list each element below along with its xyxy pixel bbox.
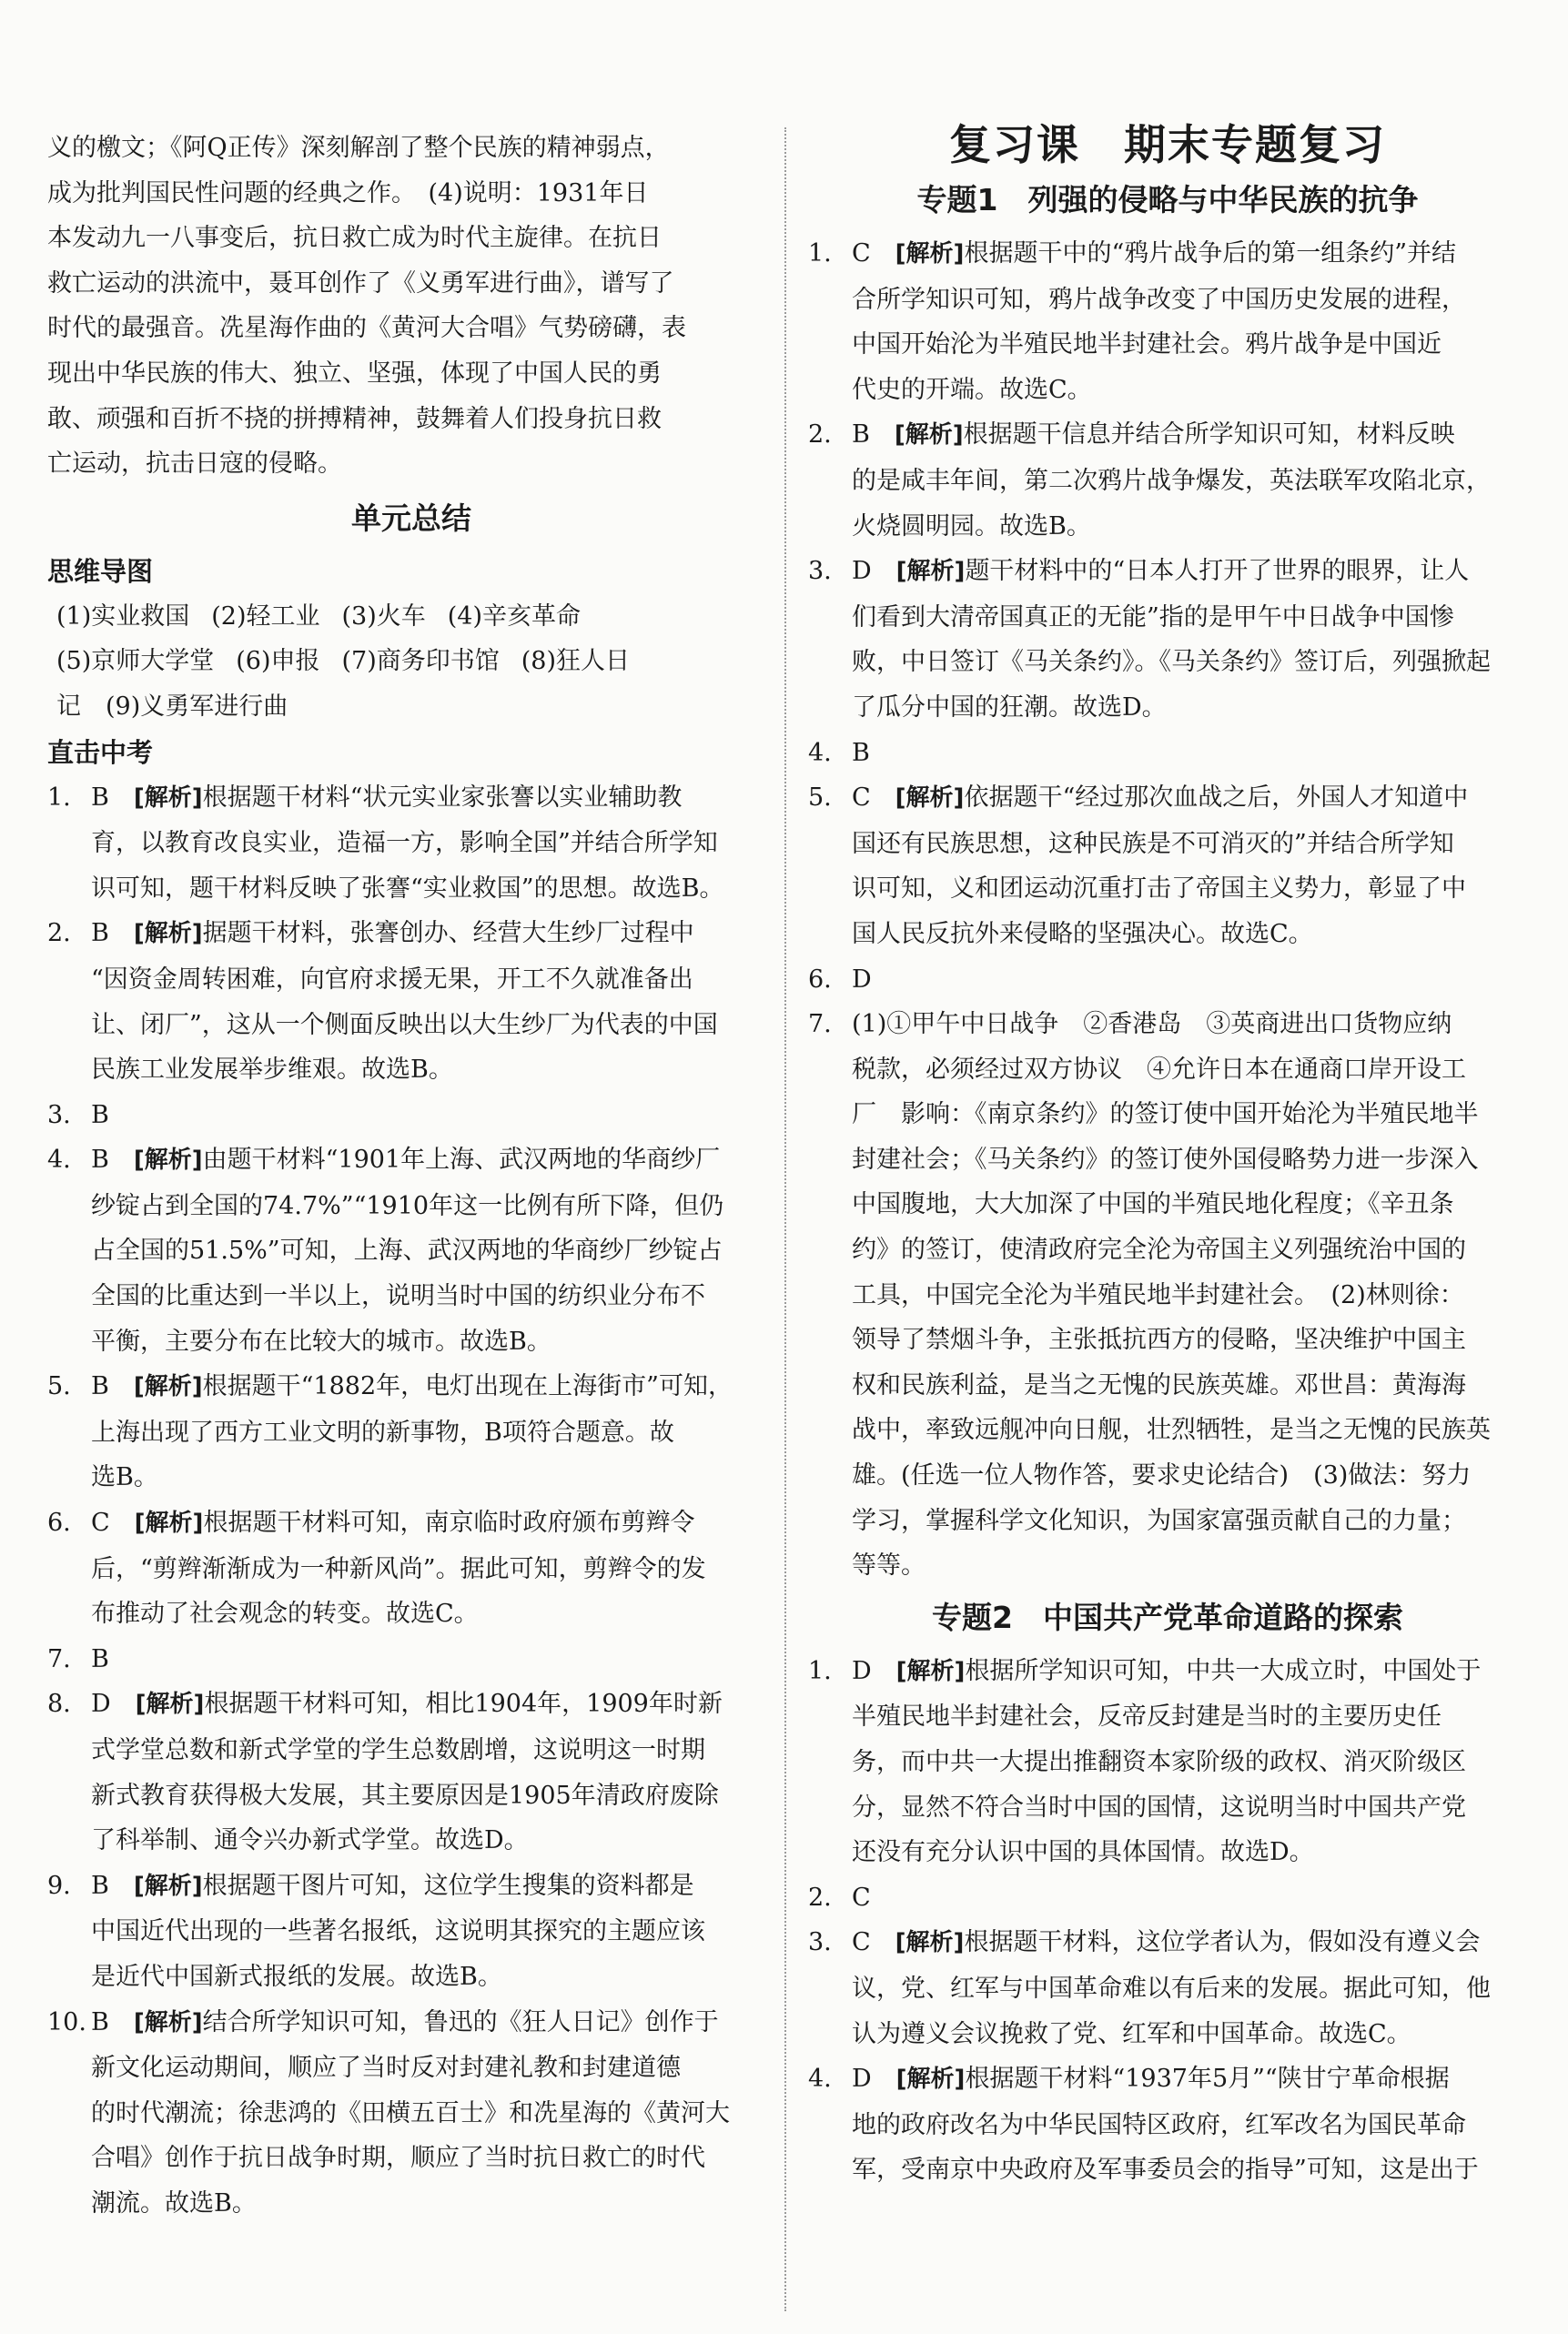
item-line: [91, 957, 775, 1003]
answer-item: [47, 1637, 775, 1682]
analysis-tag: [解析]: [895, 240, 965, 268]
item-answer: C: [852, 239, 871, 268]
item-text: “因资金周转困难，向官府求援无果，开工不久就准备出: [91, 965, 693, 994]
item-line: [91, 1682, 775, 1728]
answer-item: [808, 1920, 1527, 2056]
item-text: 上海出现了西方工业文明的新事物，B项符合题意。故: [91, 1418, 674, 1447]
intro-line: 救亡运动的洪流中，聂耳创作了《义勇军进行曲》，谱写了: [47, 268, 674, 298]
item-line: [91, 1228, 775, 1274]
answer-item: [808, 549, 1527, 730]
item-text: 工具，中国完全沦为半殖民地半封建社会。 (2)林则徐：: [852, 1280, 1464, 1309]
mindmap-row: [47, 684, 775, 730]
exam-answers: [47, 775, 775, 2227]
item-line: [852, 1875, 1527, 1921]
item-text: 识可知，题干材料反映了张謇“实业救国”的思想。故选B。: [91, 874, 724, 903]
item-text: 识可知，义和团运动沉重打击了帝国主义势力，彰显了中: [852, 874, 1466, 904]
item-line: [91, 1137, 775, 1184]
item-text: 的是咸丰年间，第二次鸦片战争爆发，英法联军攻陷北京，: [852, 466, 1491, 495]
item-text: 中国开始沦为半殖民地半封建社会。鸦片战争是中国近: [852, 330, 1442, 359]
mindmap-item: (1)实业救国: [56, 601, 190, 631]
item-number: [808, 775, 832, 821]
item-line: [852, 1137, 1527, 1183]
item-text: 半殖民地半封建社会，反帝反封建是当时的主要历史任: [852, 1703, 1442, 1732]
item-number: [47, 1364, 71, 1409]
analysis-tag: [解析]: [133, 783, 203, 812]
analysis-tag: [解析]: [133, 920, 203, 948]
mindmap-item: (5)京师大学堂: [56, 647, 215, 676]
item-text: 中国腹地，大大加深了中国的半殖民地化程度；《辛丑条: [852, 1190, 1454, 1219]
item-text: 认为遵义会议挽救了党、红军和中国革命。故选C。: [852, 2019, 1411, 2048]
item-answer: B: [91, 1644, 109, 1673]
item-number-text: 3.: [47, 1100, 71, 1129]
item-number-text: 4.: [808, 2065, 832, 2094]
item-text: 根据题干材料可知，相比1904年，1909年时新: [204, 1690, 723, 1719]
item-answer: B: [91, 1871, 109, 1900]
answer-item: [47, 1137, 775, 1364]
item-line: [852, 504, 1527, 550]
item-text: 合所学知识可知，鸦片战争改变了中国历史发展的进程，: [852, 285, 1466, 314]
item-line: [852, 957, 1527, 1003]
item-number: [47, 2000, 86, 2046]
item-answer: B: [91, 919, 109, 948]
item-line: [852, 1543, 1527, 1589]
mindmap-row: [47, 594, 775, 640]
item-line: [91, 1319, 775, 1365]
analysis-tag: [解析]: [894, 421, 964, 450]
item-line: [852, 1740, 1527, 1785]
item-line: [852, 1182, 1527, 1228]
mindmap-item: (7)商务印书馆: [341, 647, 500, 676]
item-line: [91, 1274, 775, 1319]
item-number: [47, 1682, 71, 1727]
item-number-text: 7.: [808, 1010, 832, 1039]
analysis-tag: [解析]: [133, 1872, 203, 1900]
item-line: [852, 2012, 1527, 2057]
item-text: 让、闭厂”，这从一个侧面反映出以大生纱厂为代表的中国: [91, 1010, 718, 1039]
item-text: 依据题干“经过那次血战之后，外国人才知道中: [964, 783, 1469, 813]
item-line: [91, 2181, 775, 2227]
mindmap-item: (8)狂人日: [521, 647, 630, 676]
item-line: [91, 1773, 775, 1819]
item-line: [91, 2000, 775, 2046]
item-line: [852, 1830, 1527, 1875]
item-line: [91, 1591, 775, 1637]
item-number: [47, 1500, 71, 1546]
answer-item: [47, 911, 775, 1092]
intro-paragraph: [47, 126, 775, 487]
mindmap-answers: [47, 594, 775, 730]
item-line: [91, 2046, 775, 2091]
item-number: [47, 911, 71, 956]
item-text: 火烧圆明园。故选B。: [852, 511, 1091, 541]
item-text: 平衡，主要分布在比较大的城市。故选B。: [91, 1327, 551, 1356]
item-number: [808, 1002, 832, 1047]
item-text: 封建社会；《马关条约》的签订使外国侵略势力进一步深入: [852, 1145, 1479, 1174]
item-number-text: 3.: [808, 557, 832, 586]
item-line: [852, 1408, 1527, 1453]
item-text: 败，中日签订《马关条约》。《马关条约》签订后，列强掀起: [852, 648, 1491, 677]
item-line: [852, 1228, 1527, 1273]
item-line: [852, 640, 1527, 685]
item-line: [852, 368, 1527, 413]
item-line: [852, 1273, 1527, 1319]
item-number: [47, 775, 71, 821]
item-line: [852, 1047, 1527, 1093]
topic1-title: 专题1 列强的侵略与中华民族的抗争: [916, 182, 1419, 217]
item-line: [91, 1184, 775, 1229]
intro-line: 亡运动，抗击日寇的侵略。: [47, 450, 342, 479]
answer-item: [808, 775, 1527, 956]
item-number: [808, 1920, 832, 1965]
item-answer: B: [852, 738, 870, 767]
item-number: [808, 1875, 832, 1921]
item-answer: D: [852, 557, 872, 586]
item-text: 们看到大清帝国真正的无能”指的是甲午中日战争中国惨: [852, 602, 1454, 631]
answer-item: [47, 1864, 775, 2000]
item-text: 战中，率致远舰冲向日舰，壮烈牺牲，是当之无愧的民族英: [852, 1416, 1491, 1445]
item-text: 了科举制、通令兴办新式学堂。故选D。: [91, 1826, 529, 1855]
item-line: [91, 1547, 775, 1592]
item-text: 布推动了社会观念的转变。故选C。: [91, 1600, 479, 1629]
item-number-text: 9.: [47, 1871, 71, 1900]
analysis-tag: [解析]: [895, 784, 965, 813]
topic1-answers: [808, 231, 1527, 1589]
item-number-text: 6.: [47, 1509, 71, 1538]
item-line: [91, 1410, 775, 1456]
intro-line: 成为批判国民性问题的经典之作。 (4)说明：1931年日: [47, 178, 649, 207]
answer-item: [808, 1002, 1527, 1589]
item-text: (1)①甲午中日战争 ②香港岛 ③英商进出口货物应纳: [852, 1010, 1452, 1039]
item-number: [808, 957, 832, 1003]
mindmap-item: (4)辛亥革命: [447, 601, 581, 631]
item-line: [852, 549, 1527, 595]
item-text: 全国的比重达到一半以上，说明当时中国的纺织业分布不: [91, 1282, 705, 1311]
item-line: [852, 1363, 1527, 1409]
intro-line: 义的檄文；《阿Q正传》深刻解剖了整个民族的精神弱点，: [47, 134, 670, 162]
item-text: 选B。: [91, 1463, 158, 1492]
item-text: 务，而中共一大提出推翻资本家阶级的政权、消灭阶级区: [852, 1748, 1466, 1776]
mindmap-item: (6)申报: [236, 647, 320, 676]
item-text: 的时代潮流；徐悲鸿的《田横五百士》和冼星海的《黄河大: [91, 2098, 730, 2127]
item-number-text: 2.: [808, 420, 832, 450]
item-text: 式学堂总数和新式学堂的学生总数剧增，这说明这一时期: [91, 1736, 705, 1764]
item-line: [91, 1047, 775, 1093]
item-number-text: 1.: [47, 783, 71, 812]
item-number-text: 4.: [47, 1146, 71, 1175]
answer-item: [47, 775, 775, 912]
mindmap-item: 记 (9)义勇军进行曲: [56, 692, 288, 721]
item-line: [91, 1728, 775, 1773]
intro-line: 时代的最强音。冼星海作曲的《黄河大合唱》气势磅礴，表: [47, 314, 686, 343]
item-answer: C: [852, 1928, 871, 1957]
analysis-tag: [解析]: [135, 1691, 205, 1719]
item-line: [852, 322, 1527, 368]
item-text: 领导了禁烟斗争，主张抵抗西方的侵略，坚决维护中国主: [852, 1326, 1466, 1355]
item-line: [91, 821, 775, 866]
item-number-text: 3.: [808, 1928, 832, 1957]
item-line: [91, 1364, 775, 1410]
answer-item: [808, 231, 1527, 412]
item-text: 潮流。故选B。: [91, 2188, 257, 2218]
mindmap-item: (2)轻工业: [211, 601, 320, 631]
item-text: 根据所学知识可知，中共一大成立时，中国处于: [965, 1656, 1482, 1685]
item-number: [808, 1649, 832, 1694]
item-line: [91, 775, 775, 822]
analysis-tag: [解析]: [133, 1373, 203, 1401]
item-line: [852, 822, 1527, 867]
intro-line: 敢、顽强和百折不挠的拼搏精神，鼓舞着人们投身抗日救: [47, 404, 662, 433]
analysis-tag: [解析]: [133, 1147, 203, 1175]
item-line: [852, 1649, 1527, 1695]
analysis-tag: [解析]: [895, 1657, 966, 1685]
item-number: [47, 1093, 71, 1138]
page-title: 复习课 期末专题复习: [949, 120, 1386, 169]
item-answer: C: [852, 783, 871, 813]
item-text: 育，以教育改良实业，造福一方，影响全国”并结合所学知: [91, 829, 718, 858]
item-text: 新式教育获得极大发展，其主要原因是1905年清政府废除: [91, 1781, 719, 1810]
item-line: [852, 412, 1527, 459]
item-text: 民族工业发展举步维艰。故选B。: [91, 1056, 453, 1085]
item-line: [91, 1637, 775, 1682]
answer-item: [808, 1649, 1527, 1875]
item-number-text: 7.: [47, 1644, 71, 1673]
item-line: [852, 775, 1527, 822]
item-line: [852, 1499, 1527, 1544]
item-line: [852, 595, 1527, 641]
item-text: 后，“剪辫渐渐成为一种新风尚”。据此可知，剪辫令的发: [91, 1554, 706, 1583]
answer-item: [47, 1093, 775, 1138]
item-text: 根据题干材料可知，南京临时政府颁布剪辫令: [203, 1509, 695, 1538]
answer-item: [808, 957, 1527, 1003]
item-number-text: 4.: [808, 738, 832, 767]
item-answer: B: [91, 1100, 109, 1129]
answer-item: [47, 1364, 775, 1500]
item-text: 中国近代出现的一些著名报纸，这说明其探究的主题应该: [91, 1917, 705, 1946]
item-text: 根据题干中的“鸦片战争后的第一组条约”并结: [964, 239, 1457, 268]
item-number: [47, 1864, 71, 1909]
item-number: [808, 731, 832, 776]
right-column: [808, 120, 1527, 2193]
item-number: [808, 231, 832, 277]
mindmap-heading: 思维导图: [47, 555, 154, 587]
item-text: 税款，必须经过双方协议 ④允许日本在通商口岸开设工: [852, 1055, 1466, 1084]
item-line: [852, 685, 1527, 731]
topic2-title: 专题2 中国共产党革命道路的探索: [932, 1599, 1403, 1635]
analysis-tag: [解析]: [895, 558, 966, 586]
item-line: [852, 2056, 1527, 2103]
answer-item: [808, 412, 1527, 549]
item-answer: D: [852, 1656, 872, 1685]
item-text: 根据题干材料“1937年5月”“陕甘宁革命根据: [965, 2065, 1450, 2094]
item-text: 根据题干信息并结合所学知识可知，材料反映: [963, 420, 1455, 450]
item-text: 合唱》创作于抗日战争时期，顺应了当时抗日救亡的时代: [91, 2144, 705, 2173]
item-number-text: 5.: [808, 783, 832, 813]
item-number: [47, 1137, 71, 1183]
item-number: [47, 1637, 71, 1682]
item-line: [852, 278, 1527, 323]
item-answer: B: [91, 783, 109, 812]
item-line: [852, 1002, 1527, 1047]
column-divider: [784, 127, 786, 2311]
item-line: [852, 1785, 1527, 1831]
item-text: 新文化运动期间，顺应了当时反对封建礼教和封建道德: [91, 2054, 681, 2083]
item-number: [808, 2056, 832, 2102]
item-text: 根据题干材料，这位学者认为，假如没有遵义会: [964, 1928, 1481, 1957]
item-line: [852, 866, 1527, 912]
intro-line: 本发动九一八事变后，抗日救亡成为时代主旋律。在抗日: [47, 224, 662, 253]
answer-item: [808, 2056, 1527, 2193]
item-answer: B: [852, 420, 870, 450]
analysis-tag: [解析]: [895, 1929, 965, 1957]
item-answer: B: [91, 1146, 109, 1175]
item-line: [852, 1318, 1527, 1363]
item-number: [808, 549, 832, 594]
item-answer: B: [91, 2007, 109, 2036]
item-line: [852, 231, 1527, 278]
analysis-tag: [解析]: [134, 1510, 204, 1538]
item-number-text: 1.: [808, 1656, 832, 1685]
item-text: 由题干材料“1901年上海、武汉两地的华商纱厂: [202, 1146, 721, 1175]
intro-line: 现出中华民族的伟大、独立、坚强，体现了中国人民的勇: [47, 359, 662, 388]
item-number: [808, 412, 832, 458]
item-text: 根据题干“1882年，电灯出现在上海街市”可知，: [202, 1372, 733, 1401]
topic2-answers: [808, 1649, 1527, 2193]
item-number-text: 2.: [47, 919, 71, 948]
item-text: 根据题干材料“状元实业家张謇以实业辅助教: [202, 783, 683, 812]
item-text: 厂 影响：《南京条约》的签订使中国开始沦为半殖民地半: [852, 1100, 1479, 1129]
answer-item: [47, 1500, 775, 1637]
item-line: [852, 2147, 1527, 2193]
item-number-text: 6.: [808, 965, 832, 994]
item-text: 学习，掌握科学文化知识，为国家富强贡献自己的力量；: [852, 1506, 1466, 1535]
item-text: 议，党、红军与中国革命难以有后来的发展。据此可知，他: [852, 1974, 1491, 2003]
item-line: [91, 2091, 775, 2137]
item-line: [852, 2103, 1527, 2148]
mindmap-item: (3)火车: [341, 601, 426, 631]
item-number-text: 8.: [47, 1690, 71, 1719]
item-line: [91, 866, 775, 912]
mindmap-row: [47, 639, 775, 684]
item-answer: D: [91, 1690, 111, 1719]
item-line: [852, 1920, 1527, 1966]
item-line: [91, 911, 775, 957]
item-text: 代史的开端。故选C。: [852, 375, 1092, 404]
item-line: [91, 1955, 775, 2000]
item-number-text: 1.: [808, 239, 832, 268]
item-line: [91, 1003, 775, 1048]
item-line: [91, 1455, 775, 1500]
item-line: [852, 912, 1527, 957]
exam-heading: 直击中考: [47, 736, 154, 768]
item-text: 国还有民族思想，这种民族是不可消灭的”并结合所学知: [852, 829, 1454, 858]
item-text: 权和民族利益，是当之无愧的民族英雄。邓世昌：黄海海: [852, 1370, 1466, 1399]
item-text: 还没有充分认识中国的具体国情。故选D。: [852, 1838, 1314, 1867]
answer-item: [808, 1875, 1527, 1921]
item-text: 据题干材料，张謇创办、经营大生纱厂过程中: [202, 919, 694, 948]
item-number-text: 5.: [47, 1372, 71, 1401]
item-text: 了瓜分中国的狂潮。故选D。: [852, 692, 1167, 722]
analysis-tag: [解析]: [133, 2008, 203, 2036]
item-answer: D: [852, 965, 872, 994]
analysis-tag: [解析]: [895, 2066, 966, 2094]
item-answer: D: [852, 2065, 872, 2094]
answer-item: [47, 1682, 775, 1863]
item-text: 等等。: [852, 1551, 926, 1581]
item-text: 雄。(任选一位人物作答，要求史论结合) (3)做法：努力: [852, 1461, 1472, 1490]
item-text: 占全国的51.5%”可知，上海、武汉两地的华商纱厂纱锭占: [91, 1237, 723, 1266]
item-text: 结合所学知识可知，鲁迅的《狂人日记》创作于: [202, 2007, 719, 2036]
item-line: [91, 1500, 775, 1547]
item-answer: C: [91, 1509, 110, 1538]
item-line: [852, 1092, 1527, 1137]
item-answer: B: [91, 1372, 109, 1401]
item-text: 纱锭占到全国的74.7%”“1910年这一比例有所下降，但仍: [91, 1191, 724, 1220]
item-text: 军，受南京中央政府及军事委员会的指导”可知，这是出于: [852, 2156, 1479, 2185]
item-line: [852, 731, 1527, 776]
item-answer: C: [852, 1883, 871, 1912]
item-line: [91, 1864, 775, 1910]
item-number-text: 10.: [47, 2007, 86, 2036]
item-text: 题干材料中的“日本人打开了世界的眼界，让人: [965, 557, 1470, 586]
item-line: [852, 1453, 1527, 1499]
unit-summary-title: 单元总结: [351, 500, 471, 536]
item-line: [91, 1818, 775, 1864]
item-line: [852, 1966, 1527, 2012]
item-line: [91, 1093, 775, 1138]
item-text: 是近代中国新式报纸的发展。故选B。: [91, 1962, 502, 1991]
item-text: 根据题干图片可知，这位学生搜集的资料都是: [202, 1871, 694, 1900]
item-text: 约》的签订，使清政府完全沦为帝国主义列强统治中国的: [852, 1236, 1466, 1265]
item-text: 国人民反抗外来侵略的坚强决心。故选C。: [852, 919, 1313, 948]
item-line: [91, 2136, 775, 2181]
item-number-text: 2.: [808, 1883, 832, 1912]
item-text: 分，显然不符合当时中国的国情，这说明当时中国共产党: [852, 1793, 1466, 1822]
item-line: [852, 1694, 1527, 1740]
left-column: [47, 126, 775, 2227]
answer-item: [808, 731, 1527, 776]
item-line: [91, 1909, 775, 1955]
answer-item: [47, 2000, 775, 2227]
item-line: [852, 459, 1527, 504]
item-text: 地的政府改名为中华民国特区政府，红军改名为国民革命: [852, 2110, 1466, 2139]
